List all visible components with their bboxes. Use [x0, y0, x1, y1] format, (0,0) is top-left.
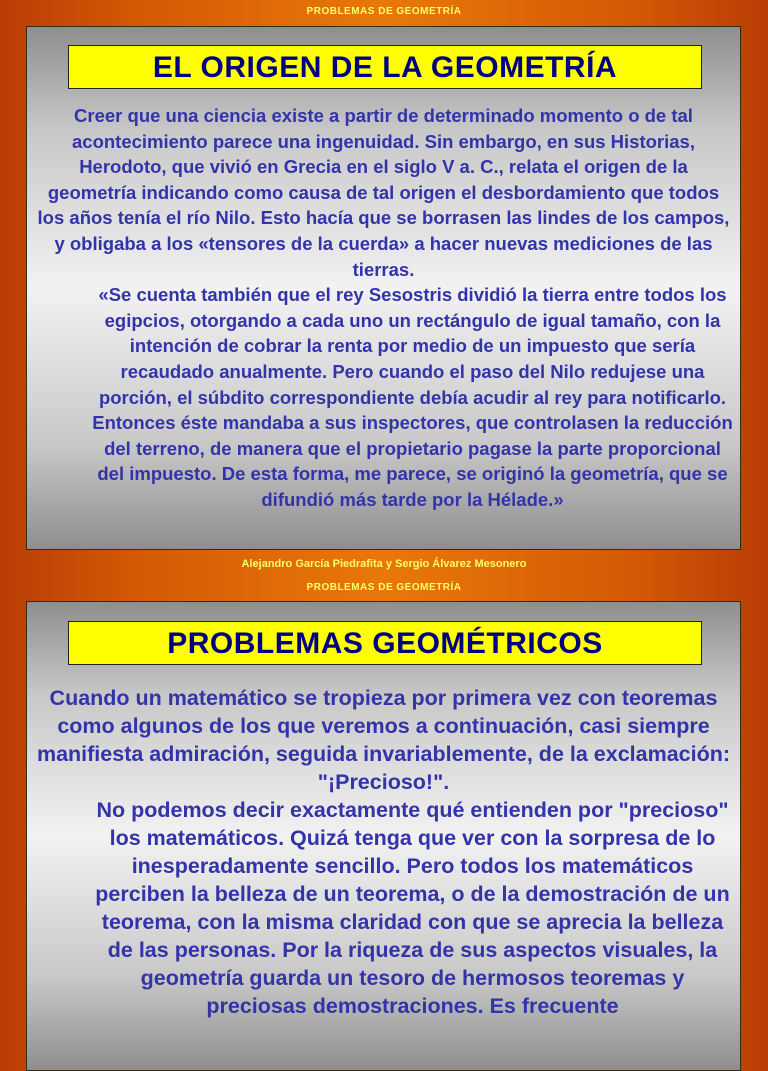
slide-geometric-problems — [0, 575, 768, 1024]
body-paragraph: Creer que una ciencia existe a partir de determinado momento o de tal acontecimiento parece una ingenuidad. Sin embargo, en sus Historias, Herodoto, que vivió en Grecia en el siglo V a. C., relata el origen de la geometría indicando como causa de tal origen el desbordamiento que todos los años tenía el río Nilo. Esto hacía que se borrasen las lindes de los campos, y obligaba a los «tensores de la cuerda» a hacer nuevas mediciones de las tierras. — [37, 105, 730, 280]
slide-footer-authors: Alejandro García Piedrafita y Sergio Álvarez Mesonero — [241, 558, 527, 570]
body-paragraph: No podemos decir exactamente qué entienden por "precioso" los matemáticos. Quizá tenga que ver con la sorpresa de lo inesperadamente sencillo. Pero todos los matemáticos perciben la belleza de un teorema, o de la demostración de un teorema, con la misma claridad con que se aprecia la belleza de las personas. Por la riqueza de sus aspectos visuales, la geometría guarda un tesoro de hermosos teoremas y preciosas demostraciones. Es frecuente — [95, 798, 730, 1018]
slide-body — [33, 684, 734, 1020]
slide-title: PROBLEMAS GEOMÉTRICOS — [68, 621, 702, 665]
slide-header: PROBLEMAS DE GEOMETRÍA — [306, 6, 462, 17]
body-paragraph-quote: «Se cuenta también que el rey Sesostris dividió la tierra entre todos los egipcios, otorgando a cada uno un rectángulo de igual tamaño, con la intención de cobrar la renta por medio de un impuesto que sería recaudado anualmente. Pero cuando el paso del Nilo redujese una porción, el súbdito correspondiente debía acudir al rey para notificarlo. Entonces éste mandaba a sus inspectores, que controlasen la reducción del terreno, de manera que el propietario pagase la parte proporcional del impuesto. De esta forma, me parece, se originó la geometría, que se difundió más tarde por la Hélade.» — [92, 284, 733, 510]
slide-body — [33, 103, 734, 513]
slide-header: PROBLEMAS DE GEOMETRÍA — [306, 582, 462, 593]
content-panel — [26, 601, 741, 1071]
body-paragraph: Cuando un matemático se tropieza por primera vez con teoremas como algunos de los que veremos a continuación, casi siempre manifiesta admiración, seguida invariablemente, de la exclamación: "¡Precioso!". — [36, 686, 731, 794]
content-panel — [26, 26, 741, 550]
slide-title: EL ORIGEN DE LA GEOMETRÍA — [68, 45, 702, 89]
